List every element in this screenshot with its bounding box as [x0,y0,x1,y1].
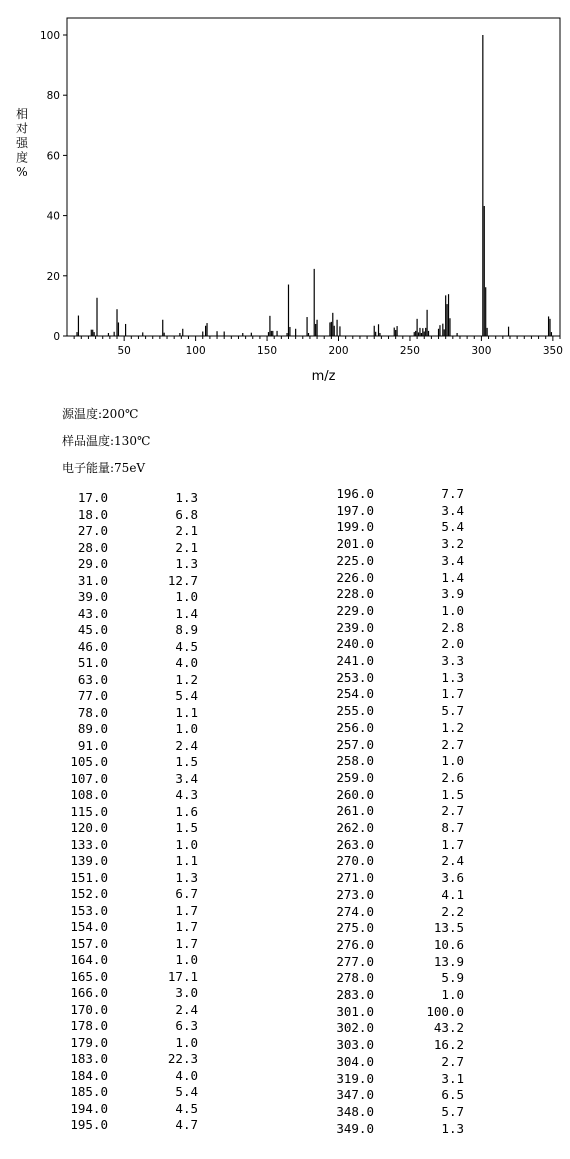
peak-mz: 46.0 [77,638,108,654]
peak-mz: 254.0 [336,686,374,702]
peak-intensity: 1.2 [441,719,464,735]
peak-mz: 273.0 [336,886,374,902]
peak-intensity: 3.1 [441,1070,464,1086]
peak-intensity: 10.6 [433,936,464,952]
peak-table-right [328,486,488,1156]
peak-mz: 319.0 [336,1070,374,1086]
peak-intensity: 3.6 [441,870,464,886]
peak-mz: 258.0 [336,753,374,769]
peak-intensity: 3.4 [175,770,198,786]
peak-intensity: 3.3 [441,653,464,668]
peak-mz: 276.0 [336,936,374,952]
peak-intensity: 2.4 [175,737,198,753]
peak-mz: 178.0 [70,1018,108,1033]
peak-intensity: 43.2 [433,1020,464,1036]
peak-intensity: 13.9 [433,953,464,969]
peak-intensity: 2.0 [441,636,464,652]
peak-table-left [62,490,212,1150]
peak-mz: 153.0 [70,902,108,918]
peak-intensity: 1.3 [175,869,198,885]
peak-intensity: 8.7 [441,820,464,835]
x-tick-label: 50 [117,345,131,357]
peak-mz: 253.0 [336,669,374,685]
peak-intensity: 2.7 [441,803,464,819]
x-tick-label: 250 [399,345,420,357]
peak-mz: 152.0 [70,886,108,901]
peak-mz: 184.0 [70,1067,108,1083]
peak-mz: 229.0 [336,602,374,618]
peak-mz: 43.0 [77,605,108,621]
x-tick-label: 100 [185,345,206,357]
peak-mz: 51.0 [77,655,108,670]
peak-mz: 302.0 [336,1020,374,1036]
peak-mz: 256.0 [336,719,374,735]
peak-intensity: 1.0 [441,753,464,769]
peak-intensity: 2.4 [441,853,464,869]
peak-intensity: 3.4 [441,502,464,518]
x-axis-label: m/z [311,369,336,384]
peak-mz: 45.0 [77,622,108,637]
peak-intensity: 4.3 [175,787,198,802]
peak-intensity: 5.9 [441,970,464,986]
peak-mz: 348.0 [336,1103,374,1119]
peak-mz: 165.0 [70,968,108,984]
peak-intensity: 1.5 [175,754,198,769]
y-tick-label: 40 [46,210,60,223]
peak-mz: 225.0 [336,552,374,568]
peak-mz: 29.0 [77,556,108,571]
peak-mz: 107.0 [70,770,108,786]
peak-mz: 179.0 [70,1034,108,1050]
peak-mz: 31.0 [77,572,108,588]
peak-mz: 199.0 [336,519,374,535]
peak-intensity: 1.7 [175,935,198,951]
peak-mz: 89.0 [77,721,108,736]
peak-mz: 185.0 [70,1084,108,1099]
peak-intensity: 7.7 [441,486,464,501]
peak-intensity: 8.9 [175,622,198,637]
peak-mz: 349.0 [336,1120,374,1136]
peak-mz: 18.0 [77,506,108,522]
peak-mz: 228.0 [336,586,374,602]
peak-intensity: 1.0 [175,952,198,967]
peak-intensity: 6.5 [441,1087,464,1103]
peak-intensity: 2.4 [175,1001,198,1017]
peak-mz: 27.0 [77,523,108,538]
y-axis-label: 相对强度% [15,107,29,179]
peak-mz: 278.0 [336,970,374,986]
peak-mz: 304.0 [336,1053,374,1069]
peak-intensity: 1.2 [175,671,198,687]
peak-mz: 261.0 [336,803,374,819]
peak-mz: 166.0 [70,985,108,1000]
peak-mz: 271.0 [336,870,374,886]
peak-intensity: 1.1 [175,704,198,720]
peak-intensity: 2.7 [441,1053,464,1069]
peak-mz: 283.0 [336,987,374,1002]
peak-mz: 260.0 [336,786,374,802]
peak-mz: 226.0 [336,569,374,585]
peak-intensity: 1.6 [175,803,198,819]
peak-intensity: 3.0 [175,985,198,1000]
peak-intensity: 22.3 [167,1051,198,1066]
peak-intensity: 4.0 [175,655,198,670]
peak-intensity: 5.4 [441,519,464,535]
peak-intensity: 5.4 [175,688,198,703]
peak-mz: 201.0 [336,536,374,552]
peak-mz: 301.0 [336,1003,374,1019]
peak-mz: 239.0 [336,619,374,635]
peak-intensity: 1.1 [175,853,198,868]
peak-intensity: 2.1 [175,523,198,538]
mass-spectrum-chart [0,0,570,395]
peak-intensity: 1.7 [175,919,198,934]
peak-mz: 133.0 [70,836,108,852]
peak-mz: 120.0 [70,820,108,835]
peak-intensity: 3.2 [441,536,464,552]
peak-intensity: 2.1 [175,539,198,555]
peak-mz: 39.0 [77,589,108,604]
peak-intensity: 1.3 [441,669,464,685]
peak-intensity: 3.9 [441,586,464,602]
peak-intensity: 17.1 [167,968,198,984]
peak-intensity: 1.3 [175,490,198,505]
x-tick-label: 350 [542,345,563,357]
peak-intensity: 4.5 [175,638,198,654]
peak-mz: 257.0 [336,736,374,752]
peak-intensity: 5.7 [441,703,464,719]
peak-intensity: 1.7 [441,836,464,852]
peak-mz: 164.0 [70,952,108,967]
peak-intensity: 1.3 [441,1120,464,1136]
peak-mz: 303.0 [336,1037,374,1053]
y-tick-label: 100 [39,30,60,42]
peak-intensity: 1.0 [441,602,464,618]
sample-temp-label: 样品温度:130℃ [62,434,151,448]
peak-intensity: 2.2 [441,903,464,919]
peak-mz: 262.0 [336,820,374,835]
y-tick-label: 60 [46,150,60,163]
peak-intensity: 1.7 [175,902,198,918]
peak-intensity: 5.4 [175,1084,198,1099]
peak-mz: 183.0 [70,1051,108,1066]
peak-mz: 139.0 [70,853,108,868]
peak-intensity: 1.4 [175,605,198,621]
peak-mz: 255.0 [336,703,374,719]
peak-mz: 28.0 [77,539,108,555]
peak-mz: 17.0 [77,490,108,505]
peak-intensity: 5.7 [441,1103,464,1119]
peak-intensity: 2.6 [441,769,464,785]
peak-mz: 63.0 [77,671,108,687]
peak-mz: 78.0 [77,704,108,720]
peak-mz: 241.0 [336,653,374,668]
chart-svg [0,0,570,395]
peak-intensity: 1.0 [175,721,198,736]
peak-mz: 194.0 [70,1100,108,1116]
peak-intensity: 4.0 [175,1067,198,1083]
x-tick-label: 200 [328,345,349,357]
peak-mz: 151.0 [70,869,108,885]
peak-mz: 197.0 [336,502,374,518]
peak-mz: 274.0 [336,903,374,919]
peak-intensity: 13.5 [433,920,464,936]
peak-intensity: 2.7 [441,736,464,752]
peak-intensity: 1.7 [441,686,464,702]
peak-intensity: 1.0 [175,836,198,852]
peak-mz: 270.0 [336,853,374,869]
peak-mz: 240.0 [336,636,374,652]
peak-mz: 275.0 [336,920,374,936]
peak-intensity: 1.3 [175,556,198,571]
peak-mz: 170.0 [70,1001,108,1017]
peak-intensity: 1.0 [175,1034,198,1050]
y-tick-label: 0 [53,331,60,343]
peak-intensity: 100.0 [426,1003,464,1019]
peak-intensity: 3.4 [441,552,464,568]
peak-intensity: 16.2 [433,1037,464,1053]
peak-intensity: 6.8 [175,506,198,522]
peak-mz: 154.0 [70,919,108,934]
peak-intensity: 6.3 [175,1018,198,1033]
peak-intensity: 6.7 [175,886,198,901]
peak-mz: 259.0 [336,769,374,785]
peak-mz: 91.0 [77,737,108,753]
x-tick-label: 150 [257,345,278,357]
peak-intensity: 12.7 [167,572,198,588]
peak-mz: 77.0 [77,688,108,703]
y-tick-label: 80 [46,90,60,103]
peak-mz: 157.0 [70,935,108,951]
peak-mz: 108.0 [70,787,108,802]
peak-mz: 263.0 [336,836,374,852]
y-tick-label: 20 [46,270,60,283]
source-temp-label: 源温度:200℃ [62,407,139,421]
peak-intensity: 4.5 [175,1100,198,1116]
peak-mz: 347.0 [336,1087,374,1103]
peak-intensity: 1.5 [175,820,198,835]
peak-mz: 196.0 [336,486,374,501]
peak-mz: 115.0 [70,803,108,819]
peak-intensity: 1.4 [441,569,464,585]
peak-mz: 195.0 [70,1117,108,1132]
electron-energy-label: 电子能量:75eV [62,461,146,475]
peak-intensity: 1.0 [175,589,198,604]
peak-intensity: 1.5 [441,786,464,802]
peak-intensity: 4.1 [441,886,464,902]
x-tick-label: 300 [471,345,492,357]
peak-intensity: 1.0 [441,987,464,1002]
peak-intensity: 2.8 [441,619,464,635]
peak-mz: 105.0 [70,754,108,769]
peak-mz: 277.0 [336,953,374,969]
peak-intensity: 4.7 [175,1117,198,1132]
